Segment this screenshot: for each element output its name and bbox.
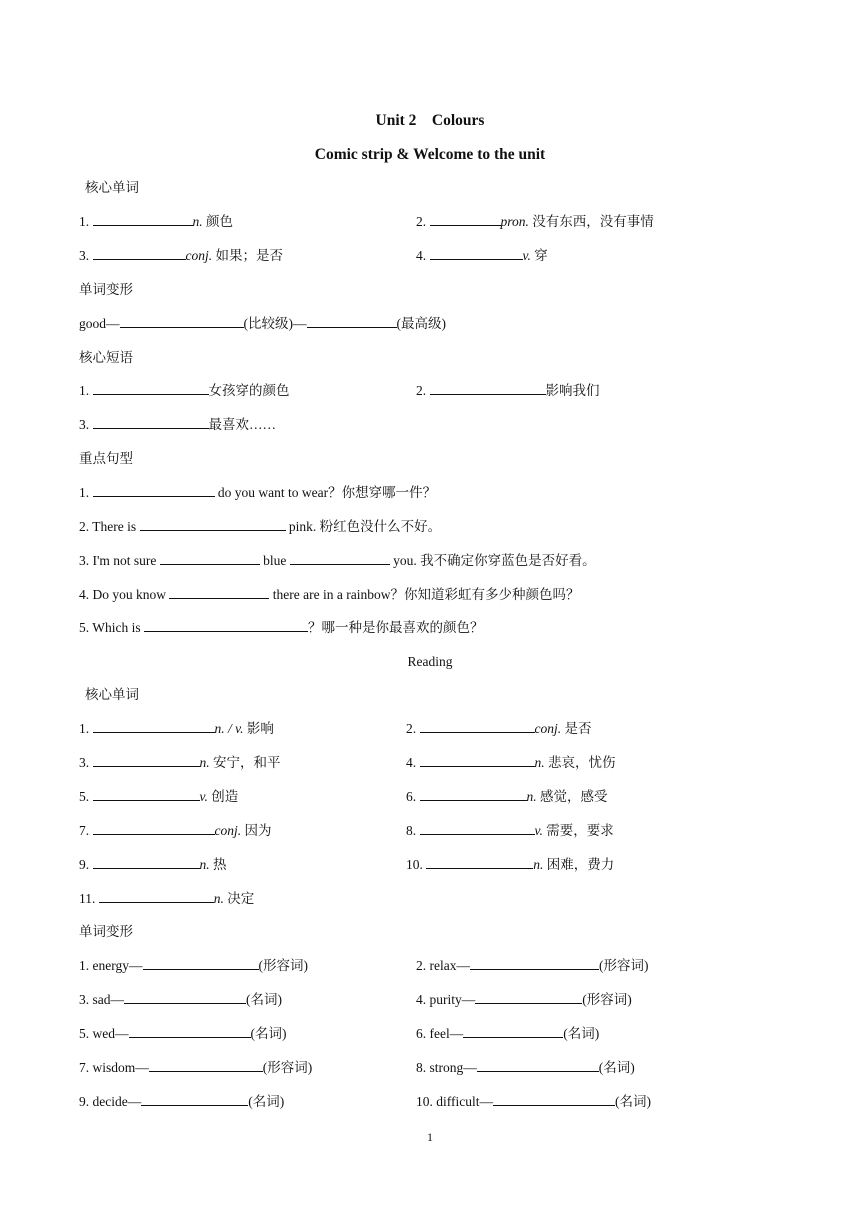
list-item: 4. n. 悲哀，忧伤	[406, 755, 616, 770]
list-item: 1. energy— (形容词)	[79, 958, 308, 973]
list-item: 10. difficult— (名词)	[416, 1094, 651, 1109]
list-item: 2. relax— (形容词)	[416, 958, 649, 973]
list-item: 1. n. / v. 影响	[79, 721, 274, 736]
list-item: 1. n. 颜色	[79, 214, 233, 229]
list-item: 1. do you want to wear？你想穿哪一件？	[79, 485, 437, 500]
list-item: 3. I'm not sure blue you. 我不确定你穿蓝色是否好看。	[79, 553, 596, 568]
answer-blank[interactable]	[420, 821, 535, 835]
section-heading-key-sentences: 重点句型	[79, 451, 133, 466]
list-item: 5. v. 创造	[79, 789, 239, 804]
list-item: 5. Which is ？哪一种是你最喜欢的颜色？	[79, 620, 484, 635]
answer-blank[interactable]	[93, 212, 193, 226]
list-item: 2. There is pink. 粉红色没什么不好。	[79, 519, 442, 534]
answer-blank[interactable]	[149, 1058, 263, 1072]
answer-blank[interactable]	[470, 956, 599, 970]
list-item: 2. conj. 是否	[406, 721, 592, 736]
answer-blank[interactable]	[93, 381, 209, 395]
list-item: 8. v. 需要，要求	[406, 823, 614, 838]
list-item: 11. n. 决定	[79, 891, 255, 906]
exercise-row	[79, 212, 800, 232]
answer-blank[interactable]	[463, 1024, 563, 1038]
list-item: 3. 最喜欢……	[79, 417, 276, 432]
answer-blank[interactable]	[129, 1024, 251, 1038]
answer-blank[interactable]	[290, 551, 390, 565]
list-item: good— (比较级)— (最高级)	[79, 316, 446, 331]
list-item: 4. Do you know there are in a rainbow？你知道彩虹有多少种颜色吗？	[79, 587, 580, 602]
exercise-row	[79, 381, 800, 401]
section-heading-core-words: 核心单词	[85, 180, 139, 195]
exercise-row	[79, 246, 800, 266]
answer-blank[interactable]	[169, 585, 269, 599]
reading-heading: Reading	[407, 654, 453, 669]
answer-blank[interactable]	[430, 246, 523, 260]
section-heading-word-forms: 单词变形	[79, 924, 133, 939]
exercise-row	[79, 1058, 800, 1078]
answer-blank[interactable]	[143, 956, 259, 970]
list-item: 7. wisdom— (形容词)	[79, 1060, 313, 1075]
list-item: 10. n. 困难，费力	[406, 857, 615, 872]
answer-blank[interactable]	[141, 1092, 248, 1106]
exercise-row	[79, 719, 800, 739]
section-heading-word-forms: 单词变形	[79, 282, 133, 297]
answer-blank[interactable]	[93, 719, 215, 733]
exercise-row	[79, 1092, 800, 1112]
answer-blank[interactable]	[426, 855, 533, 869]
page-subtitle: Comic strip & Welcome to the unit	[314, 146, 546, 163]
list-item: 6. n. 感觉，感受	[406, 789, 608, 804]
list-item: 5. wed— (名词)	[79, 1026, 287, 1041]
answer-blank[interactable]	[430, 212, 501, 226]
page-number: 1	[427, 1130, 433, 1144]
list-item: 3. sad— (名词)	[79, 992, 282, 1007]
list-item: 2. 影响我们	[416, 383, 600, 398]
answer-blank[interactable]	[420, 719, 535, 733]
list-item: 6. feel— (名词)	[416, 1026, 600, 1041]
answer-blank[interactable]	[493, 1092, 615, 1106]
exercise-row	[79, 1024, 800, 1044]
answer-blank[interactable]	[420, 787, 527, 801]
section-heading-core-words: 核心单词	[85, 687, 139, 702]
list-item: 3. conj. 如果；是否	[79, 248, 283, 263]
list-item: 7. conj. 因为	[79, 823, 272, 838]
answer-blank[interactable]	[160, 551, 260, 565]
answer-blank[interactable]	[93, 821, 215, 835]
exercise-row	[79, 855, 800, 875]
list-item: 8. strong— (名词)	[416, 1060, 635, 1075]
answer-blank[interactable]	[93, 753, 200, 767]
answer-blank[interactable]	[144, 618, 308, 632]
list-item: 2. pron. 没有东西，没有事情	[416, 214, 654, 229]
list-item: 1. 女孩穿的颜色	[79, 383, 290, 398]
list-item: 4. purity— (形容词)	[416, 992, 632, 1007]
list-item: 9. decide— (名词)	[79, 1094, 285, 1109]
answer-blank[interactable]	[307, 314, 397, 328]
list-item: 4. v. 穿	[416, 248, 548, 263]
page-title: Unit 2 Colours	[375, 112, 485, 129]
exercise-row	[79, 753, 800, 773]
answer-blank[interactable]	[93, 787, 200, 801]
answer-blank[interactable]	[99, 889, 214, 903]
list-item: 9. n. 热	[79, 857, 227, 872]
exercise-row	[79, 990, 800, 1010]
answer-blank[interactable]	[120, 314, 244, 328]
exercise-row	[79, 787, 800, 807]
exercise-row	[79, 956, 800, 976]
answer-blank[interactable]	[93, 415, 209, 429]
answer-blank[interactable]	[93, 855, 200, 869]
answer-blank[interactable]	[420, 753, 535, 767]
answer-blank[interactable]	[475, 990, 582, 1004]
answer-blank[interactable]	[430, 381, 546, 395]
answer-blank[interactable]	[124, 990, 246, 1004]
answer-blank[interactable]	[140, 517, 286, 531]
answer-blank[interactable]	[93, 246, 186, 260]
section-heading-core-phrases: 核心短语	[79, 350, 133, 365]
list-item: 3. n. 安宁，和平	[79, 755, 281, 770]
answer-blank[interactable]	[477, 1058, 599, 1072]
answer-blank[interactable]	[93, 483, 215, 497]
exercise-row	[79, 821, 800, 841]
